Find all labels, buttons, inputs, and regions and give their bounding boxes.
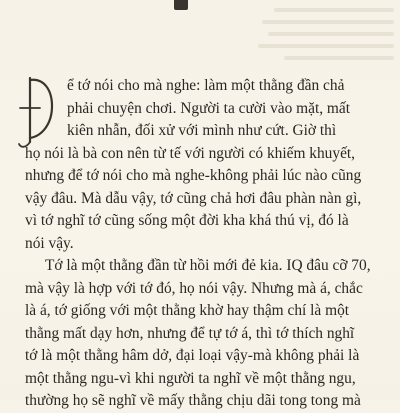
paragraph-line: phải chuyện chơi. Người ta cười vào mặt, mất: [67, 99, 350, 117]
paragraph-line: nói vậy.: [25, 234, 74, 252]
top-page-mark: [174, 0, 188, 10]
paragraph-line: ể tớ nói cho mà nghe: làm một thằng đần chả: [67, 77, 345, 94]
bleed-through-text: [250, 0, 400, 70]
paragraph-line: Tớ là một thằng đần từ hồi mới đẻ kia. IQ đâu cỡ 70,: [45, 257, 371, 274]
paragraph-line: tớ là một thằng hâm dở, đại loại vậy-mà không phải là: [25, 347, 360, 364]
paragraph-line: vậy đâu. Mà dẫu vậy, tớ cũng chả hơi đâu phàn nàn gì,: [25, 189, 362, 207]
paragraph-line: vì tớ nghĩ tớ cũng sống một đời kha khá thú vị, đó là: [25, 212, 349, 229]
paragraph-line: mà vậy là hợp với tớ đó, họ nói vậy. Nhưng mà á, chắc: [25, 279, 363, 297]
paragraph-line: kiên nhẫn, đối xử với mình như cứt. Giờ thì: [67, 122, 337, 139]
paragraph-line: thường họ sẽ nghĩ về mấy thằng chịu dãi tong tong mà: [25, 392, 361, 409]
paragraph-line: là á, tớ giống với một thằng khờ hay thậm chí là một: [25, 302, 350, 319]
paragraph-2: [25, 255, 377, 413]
paragraph-line: thằng mất dạy hơn, nhưng để tự tớ á, thì tớ thích nghĩ: [25, 324, 355, 342]
paragraph-line: họ nói là bà con nên từ tế với người có khiếm khuyết,: [25, 144, 356, 162]
paragraph-1: [25, 75, 377, 255]
paragraph-line: một thằng ngu-vì khi người ta nghĩ về một thằng ngu,: [25, 369, 356, 387]
paragraph-line: nhưng để tớ nói cho mà nghe-không phải lúc nào cũng: [25, 167, 362, 184]
